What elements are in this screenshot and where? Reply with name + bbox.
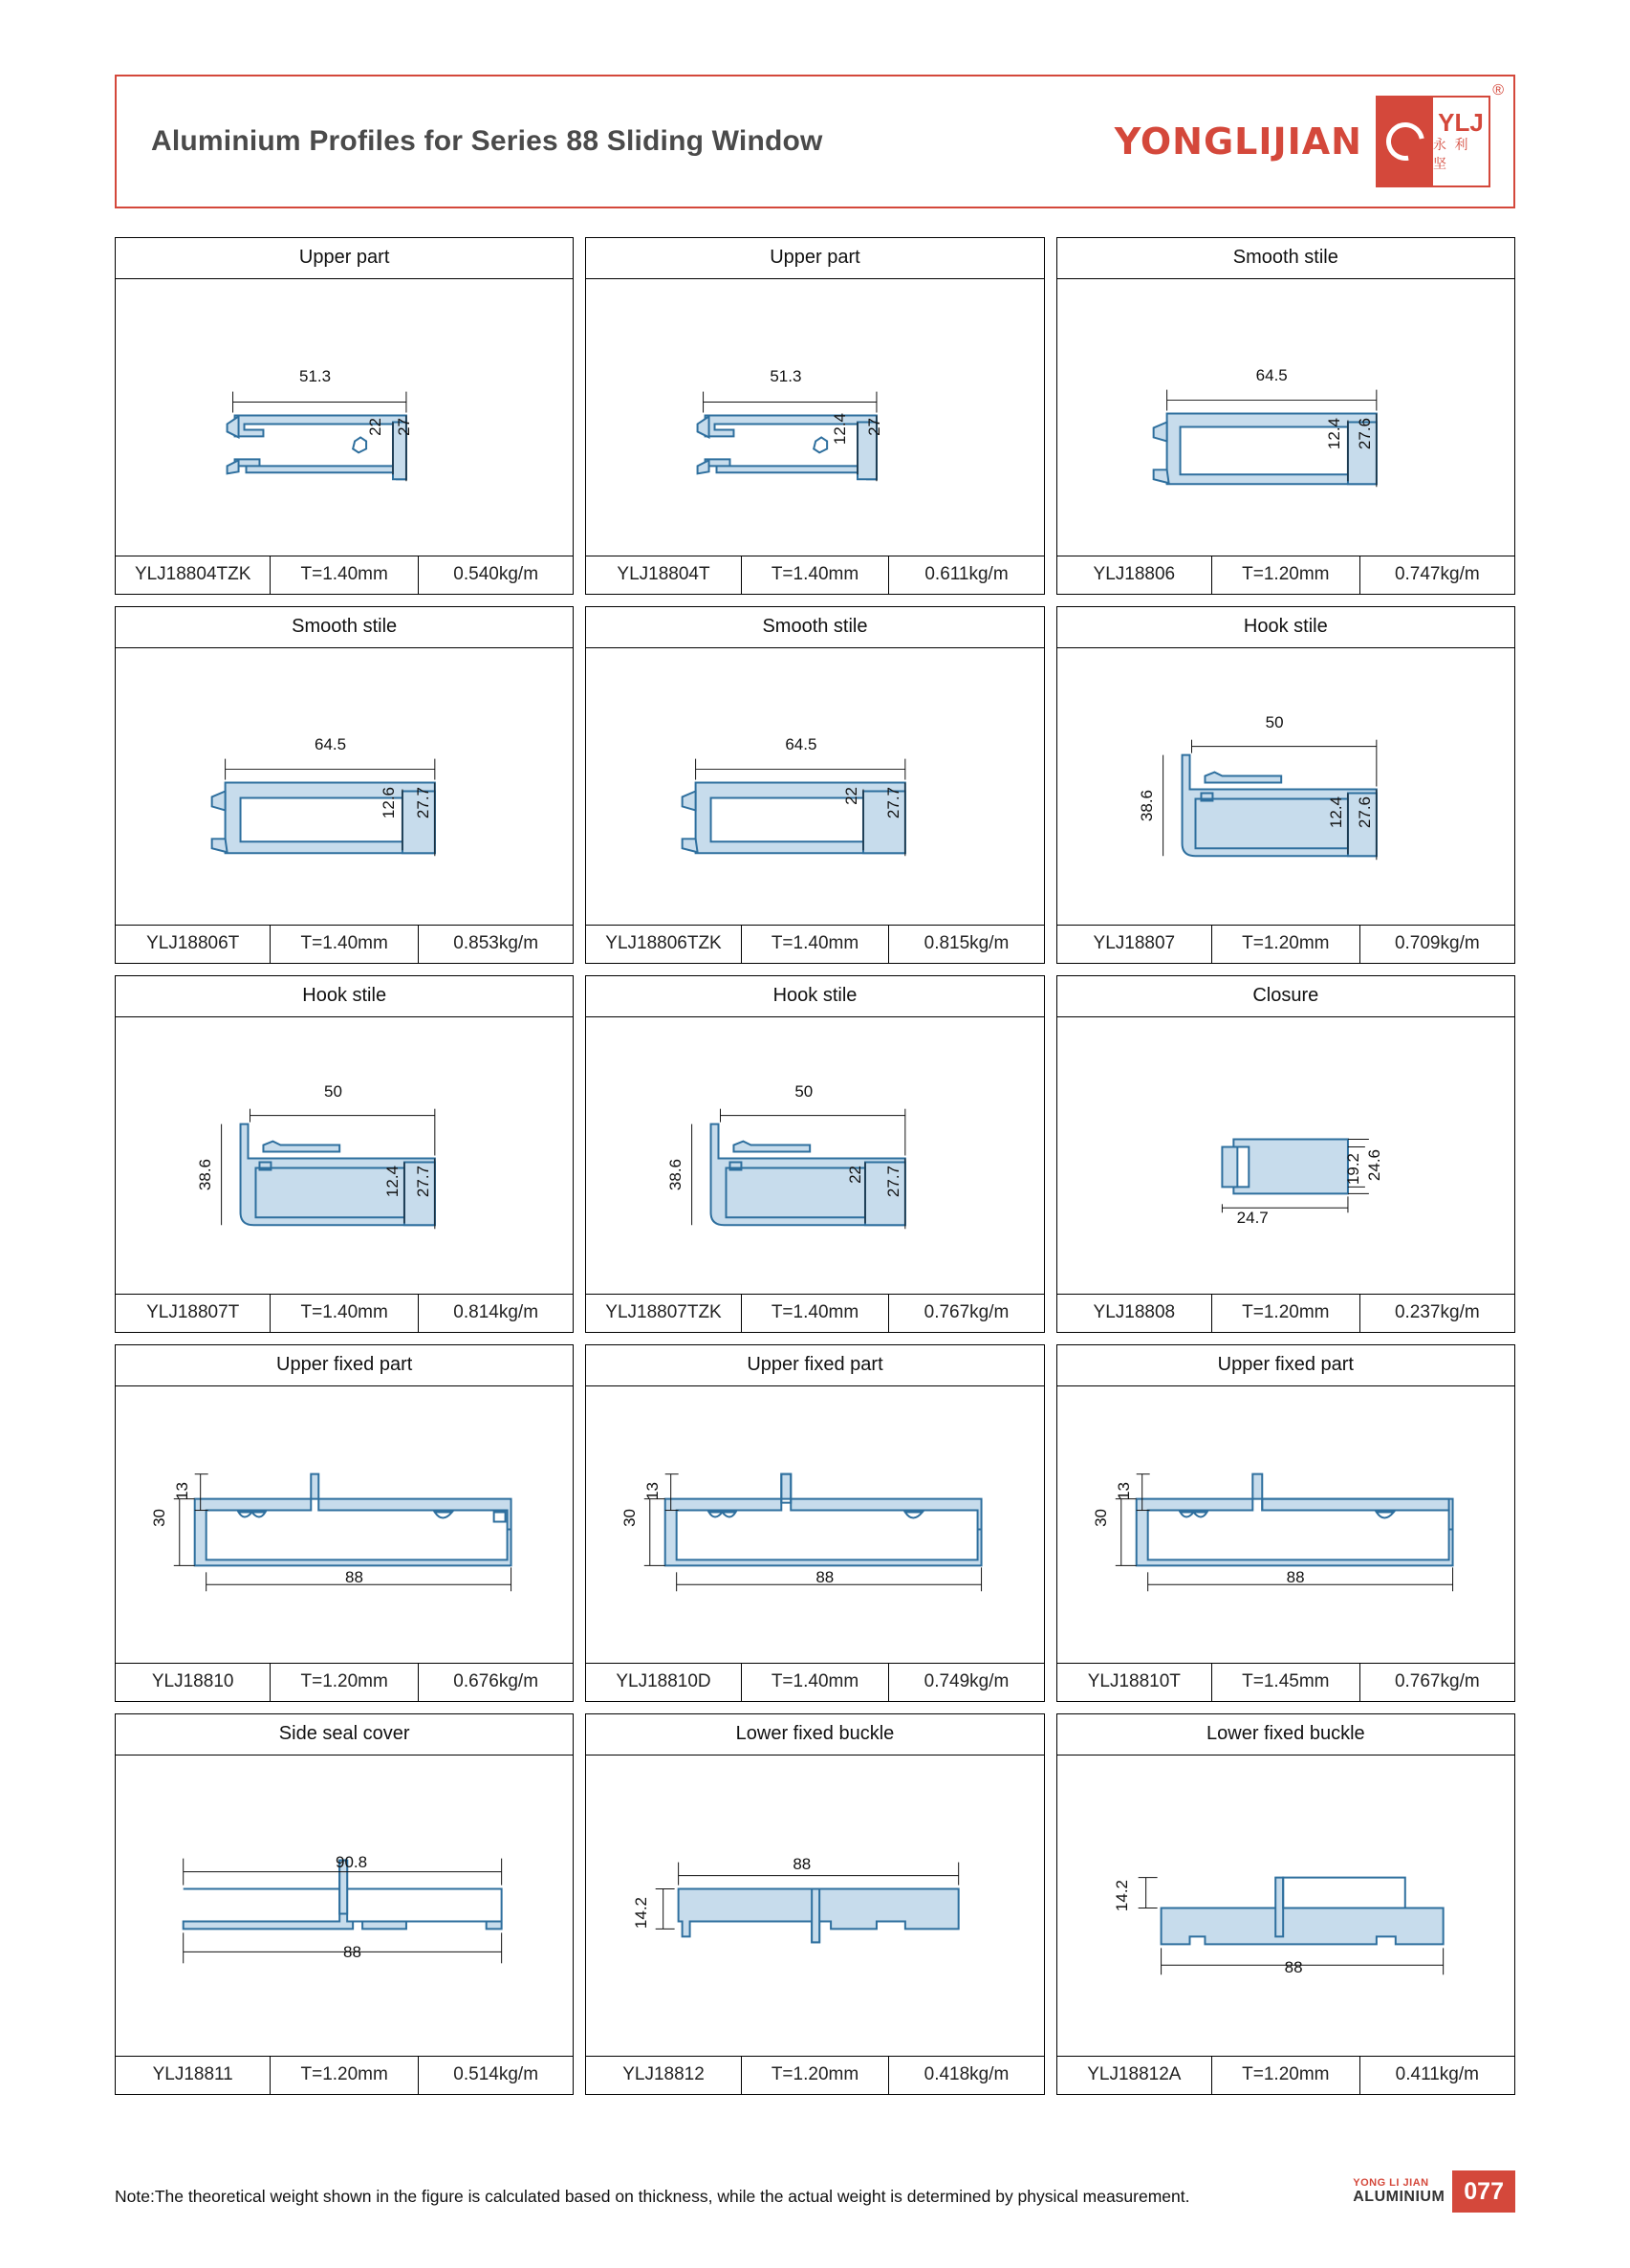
brand-wordmark: YONGLIJIAN [1114,120,1362,163]
profile-cell[interactable] [1056,975,1515,1333]
profile-cell[interactable] [115,975,574,1333]
dimension-label: 24.6 [1364,1149,1383,1182]
profile-drawing [116,1017,573,1295]
profile-title: Smooth stile [116,607,573,648]
dimension-label: 27.6 [1355,796,1374,829]
dimension-label: 13 [643,1482,663,1500]
dimension-label: 64.5 [785,735,817,753]
dimension-label: 64.5 [315,735,347,753]
dimension-label: 88 [1284,1958,1303,1976]
profile-title: Hook stile [116,976,573,1017]
profile-cell[interactable] [585,975,1044,1333]
dimension-label: 88 [343,1943,361,1961]
profile-code: YLJ18806T [116,926,271,963]
profile-code: YLJ18811 [116,2057,271,2094]
dimension-label: 64.5 [1255,366,1288,384]
page-title: Aluminium Profiles for Series 88 Sliding Window [151,125,823,157]
profile-title: Hook stile [586,976,1043,1017]
profile-specs [116,2057,573,2095]
profile-code: YLJ18812 [586,2057,741,2094]
dimension-label: 22 [366,418,384,436]
dimension-label: 22 [842,787,861,805]
profile-title: Upper fixed part [1057,1345,1514,1386]
dimension-label: 88 [1286,1568,1305,1586]
dimension-label: 38.6 [666,1159,685,1191]
profile-weight: 0.418kg/m [924,2064,1010,2084]
dimension-label: 88 [815,1568,835,1586]
profile-code: YLJ18808 [1057,1295,1212,1332]
profile-code: YLJ18807TZK [586,1295,741,1332]
profile-cell[interactable] [115,1713,574,2095]
profile-cell[interactable] [115,1344,574,1702]
footer-badge [1353,2170,1515,2213]
profile-thickness: T=1.20mm [742,2057,890,2094]
profile-code: YLJ18810 [116,1664,271,1701]
profile-thickness: T=1.20mm [1212,1295,1360,1332]
profile-thickness: T=1.40mm [271,926,419,963]
profile-cell[interactable] [115,237,574,595]
profile-drawing [1057,1386,1514,1664]
page-footer [115,2170,1515,2213]
profile-title: Upper part [116,238,573,279]
dimension-label: 12.4 [383,1166,402,1198]
profile-weight: 0.611kg/m [924,564,1009,584]
profile-thickness: T=1.40mm [271,556,419,594]
profile-code: YLJ18804TZK [116,556,271,594]
dimension-label: 13 [173,1482,191,1500]
dimension-label: 27.7 [414,1166,432,1198]
profile-thickness: T=1.40mm [742,556,890,594]
profile-weight: 0.749kg/m [924,1671,1010,1691]
profile-specs [586,1664,1043,1702]
dimension-label: 51.3 [770,367,802,385]
profile-weight: 0.767kg/m [1394,1671,1480,1691]
profile-cell[interactable] [1056,606,1515,964]
profile-thickness: T=1.40mm [742,1295,890,1332]
profile-drawing [1057,1017,1514,1295]
profile-title: Smooth stile [586,607,1043,648]
profile-drawing [586,1017,1043,1295]
page-number: 077 [1452,2170,1515,2213]
profile-title: Upper fixed part [586,1345,1043,1386]
dimension-label: 27 [395,418,413,436]
profile-code: YLJ18807 [1057,926,1212,963]
profile-specs [116,1664,573,1702]
profile-weight: 0.676kg/m [453,1671,539,1691]
profile-code: YLJ18806TZK [586,926,741,963]
dimension-label: 12.4 [831,413,850,446]
profile-title: Side seal cover [116,1714,573,1756]
brand-mark-icon [1376,96,1490,187]
profile-title: Closure [1057,976,1514,1017]
profile-specs [1057,1295,1514,1333]
dimension-label: 50 [1265,713,1284,731]
profile-title: Smooth stile [1057,238,1514,279]
dimension-label: 12.6 [380,787,398,819]
profile-drawing [1057,1756,1514,2057]
profile-specs [586,1295,1043,1333]
profile-thickness: T=1.20mm [1212,2057,1360,2094]
dimension-label: 30 [1091,1509,1110,1527]
dimension-label: 27 [865,418,884,436]
dimension-label: 30 [620,1509,640,1527]
profile-cell[interactable] [585,237,1044,595]
dimension-label: 12.4 [1326,796,1345,829]
dimension-label: 24.7 [1236,1209,1269,1227]
profile-specs [116,556,573,595]
profile-title: Lower fixed buckle [586,1714,1043,1756]
dimension-label: 27.6 [1355,418,1374,450]
profile-title: Lower fixed buckle [1057,1714,1514,1756]
brand-mark-text [1433,98,1489,185]
note-text: Note:The theoretical weight shown in the figure is calculated based on thickness, while the actual weight is determined by physical measurement. [115,2187,1190,2206]
profile-cell[interactable] [585,1713,1044,2095]
profile-code: YLJ18810D [586,1664,741,1701]
profile-weight: 0.814kg/m [453,1302,539,1322]
brand-mark-chinese: 永 利 坚 [1433,138,1470,172]
profile-drawing [1057,648,1514,926]
profile-weight: 0.237kg/m [1394,1302,1480,1322]
profile-weight: 0.514kg/m [453,2064,539,2084]
profile-specs [1057,2057,1514,2095]
profile-cell[interactable] [585,606,1044,964]
dimension-label: 90.8 [336,1853,368,1871]
profile-cell[interactable] [1056,1713,1515,2095]
profile-specs [586,926,1043,964]
profile-weight: 0.815kg/m [924,933,1010,953]
profile-title: Upper part [586,238,1043,279]
profile-thickness: T=1.20mm [1212,926,1360,963]
dimension-label: 14.2 [1112,1880,1131,1912]
profile-thickness: T=1.40mm [742,926,890,963]
brand-logo [1114,82,1504,187]
profile-weight: 0.709kg/m [1394,933,1480,953]
dimension-label: 13 [1114,1482,1133,1500]
profile-specs [586,556,1043,595]
profile-thickness: T=1.20mm [271,2057,419,2094]
profile-specs [1057,926,1514,964]
dimension-label: 27.7 [884,787,903,819]
profile-code: YLJ18807T [116,1295,271,1332]
profile-specs [116,1295,573,1333]
page-header [115,75,1515,208]
profile-thickness: T=1.20mm [271,1664,419,1701]
profile-cell[interactable] [115,606,574,964]
profile-cell[interactable] [585,1344,1044,1702]
dimension-label: 12.4 [1324,418,1343,450]
dimension-label: 14.2 [632,1897,651,1930]
brand-mark-letters: YLJ [1438,108,1484,137]
dimension-label: 27.7 [414,787,432,819]
catalog-page [0,75,1630,2268]
profile-cell[interactable] [1056,1344,1515,1702]
dimension-label: 50 [324,1082,342,1101]
profile-title: Upper fixed part [116,1345,573,1386]
profile-thickness: T=1.40mm [742,1664,890,1701]
profile-drawing [586,279,1043,556]
profile-drawing [586,1756,1043,2057]
profile-code: YLJ18804T [586,556,741,594]
footer-brand-line1: YONG LI JIAN [1353,2177,1429,2189]
profile-weight: 0.747kg/m [1394,564,1480,584]
dimension-label: 38.6 [1137,790,1156,822]
profile-drawing [116,648,573,926]
brand-swirl-icon [1378,98,1433,185]
dimension-label: 38.6 [196,1159,214,1191]
profile-specs [116,926,573,964]
dimension-label: 51.3 [299,367,332,385]
dimension-label: 88 [793,1855,812,1873]
profile-drawing [586,1386,1043,1664]
dimension-label: 30 [150,1509,168,1527]
profile-drawing [116,279,573,556]
dimension-label: 19.2 [1343,1153,1362,1186]
profile-specs [586,2057,1043,2095]
profile-weight: 0.853kg/m [453,933,539,953]
profiles-grid [115,237,1515,2106]
profile-weight: 0.540kg/m [453,564,539,584]
dimension-label: 88 [345,1568,363,1586]
dimension-label: 22 [846,1166,865,1184]
registered-icon: ® [1492,82,1504,98]
profile-weight: 0.767kg/m [924,1302,1010,1322]
profile-specs [1057,556,1514,595]
profile-drawing [116,1386,573,1664]
profile-specs [1057,1664,1514,1702]
dimension-label: 50 [794,1082,814,1101]
footer-brand-line2: ALUMINIUM [1353,2189,1445,2205]
profile-drawing [116,1756,573,2057]
profile-code: YLJ18812A [1057,2057,1212,2094]
profile-code: YLJ18806 [1057,556,1212,594]
profile-drawing [586,648,1043,926]
profile-code: YLJ18810T [1057,1664,1212,1701]
dimension-label: 27.7 [884,1166,903,1198]
profile-drawing [1057,279,1514,556]
profile-thickness: T=1.45mm [1212,1664,1360,1701]
profile-cell[interactable] [1056,237,1515,595]
profile-thickness: T=1.20mm [1212,556,1360,594]
profile-title: Hook stile [1057,607,1514,648]
profile-thickness: T=1.40mm [271,1295,419,1332]
profile-weight: 0.411kg/m [1395,2064,1479,2084]
